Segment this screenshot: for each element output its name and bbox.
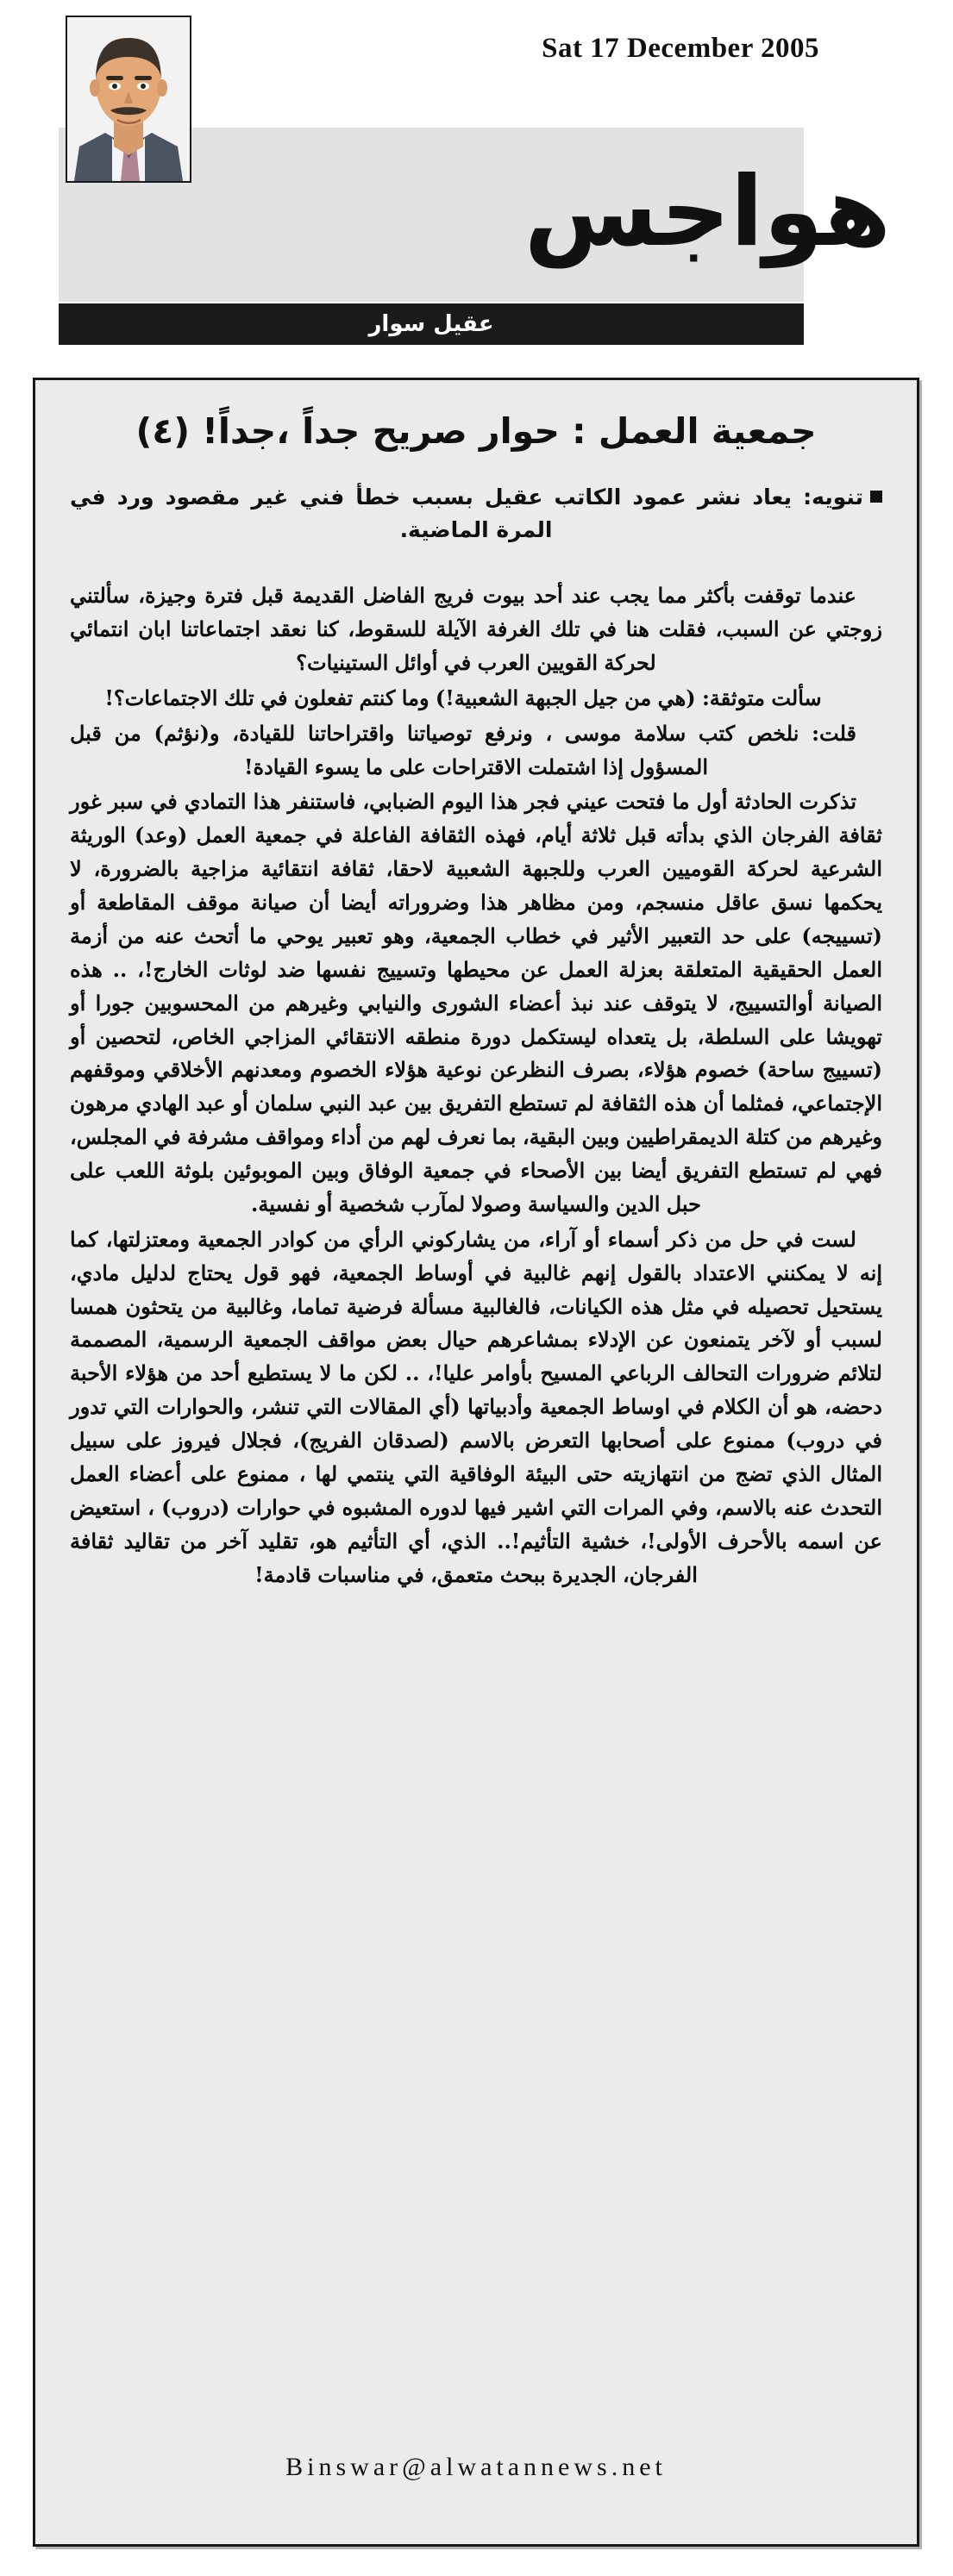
editorial-notice-text: تنويه: يعاد نشر عمود الكاتب عقيل بسبب خطأ فني غير مقصود ورد في المرة الماضية. <box>70 485 863 543</box>
article-container <box>33 378 919 2547</box>
square-bullet-icon <box>870 491 882 503</box>
editorial-notice <box>70 481 882 547</box>
publication-date: Sat 17 December 2005 <box>542 33 819 64</box>
masthead <box>0 0 953 362</box>
article-headline: جمعية العمل : حوار صريح جداً ،جداً! (٤) <box>135 410 817 452</box>
author-byline-bar <box>59 303 804 345</box>
article-body <box>70 579 882 1591</box>
article-paragraph: قلت: نلخص كتب سلامة موسى ، ونرفع توصياتنا واقتراحاتنا للقيادة، و(نؤثم) من قبل المسؤول إذا اشتملت الاقتراحات على ما يسوء القيادة! <box>70 720 856 779</box>
article-paragraph: سألت متوثقة: (هي من جيل الجبهة الشعبية!) وما كنتم تفعلون في تلك الاجتماعات؟! <box>104 685 822 710</box>
article-paragraph: لست في حل من ذكر أسماء أو آراء، من يشاركوني الرأي من كوادر الجمعية ومعتزلتها، كما إنه لا يمكنني الاعتداد بالقول إنهم غالبية في أوساط الجمعية، فهو قول يحتاج لدليل مادي، يستحيل تحصيله في مثل هذه الكيانات، فالغالبية مسألة فرضية تماما، وغالبية من يتحثون همسا لسبب أو لآخر يتمنعون عن الإدلاء بمشاعرهم حيال بعض مواقف الجمعية الرسمية، المصممة لتلائم ضرورات التحالف الرباعي المسيح بأوامر عليا!، .. لكن ما لا يستطيع أحد من هؤلاء الأحبة دحضه، هو أن الكلام في اوساط الجمعية وأدبياتها (أي المقالات التي تنشر، والحوارات التي تدور في دروب) ممنوع على أصحابها التعرض بالاسم (لصدقان الفريج)، فجلال فيروز على سبيل المثال الذي تضج من انتهازيته حتى البيئة الوفاقية التي ينتمي لها ، ممنوع على أعضاء العمل التحدث عنه بالاسم، وفي المرات التي اشير فيها لدوره المشبوه في حوارات (دروب) ، استعيض عن اسمه بالأحرف الأولى!، خشية التأثيم!.. الذي، أي التأثيم هو، تقليد آخر من تقاليد ثقافة الفرجان، الجديرة ببحث متعمق، في مناسبات قادمة! <box>70 1226 883 1587</box>
author-portrait <box>66 16 191 183</box>
author-name: عقيل سوار <box>368 311 494 337</box>
author-portrait-image <box>67 17 190 181</box>
section-title: هواجس <box>524 156 891 268</box>
article-paragraph: تذكرت الحادثة أول ما فتحت عيني فجر هذا اليوم الضبابي، فاستنفر هذا التمادي في سبر غور ثقافة الفرجان الذي بدأته قبل ثلاثة أيام، فهذه الثقافة الفاعلة في جمعية العمل (وعد) الوريثة الشرعية لحركة القوميين العرب وللجبهة الشعبية لاحقا، ثقافة انتقائية مزاجية بالضرورة، لا يحكمها نسق عاقل منسجم، ومن مظاهر هذا وضروراته أيضا أن صيانة موقف المقاطعة أو (تسييجه) على حد التعبير الأثير في خطاب الجمعية، وهو تعبير يوحي ما أتحث عنه من أزمة العمل الحقيقية المتعلقة بعزلة العمل عن محيطها وتسييج نفسها ضد لوثات الخارج!، .. هذه الصيانة أوالتسييج، لا يتوقف عند نبذ أعضاء الشورى والنيابي وغيرهم من المحسوبين جورا أو تهويشا على السلطة، بل يتعداه ليستكمل دورة منطقه الانتقائي المزاجي الخاص، لتحصين أو (تسييج ساحة) خصوم هؤلاء، بصرف النظرعن نوعية هؤلاء الخصوم ومعدنهم الأخلاقي وموقفهم الإجتماعي، فمثلما أن هذه الثقافة لم تستطع التفريق بين عبد النبي سلمان أو عبد الهادي مرهون وغيرهم من كتلة الديمقراطيين وبين البقية، بما نعرف لهم من أداء ومواقف مشرفة في المجلس، فهي لم تستطع التفريق أيضا بين الأصحاء في جمعية الوفاق وبين الموبوئين بلوثة اللعب على حبل الدين والسياسة وصولا لمآرب شخصية أو نفسية. <box>70 789 883 1216</box>
article-paragraph: عندما توقفت بأكثر مما يجب عند أحد بيوت فريج الفاضل القديمة قبل فترة وجيزة، سألتني زوجتي عن السبب، فقلت هنا في تلك الغرفة الآيلة للسقوط، كنا نعقد اجتماعاتنا ابان انتمائي لحركة القويين العرب في أوائل الستينيات؟ <box>70 583 882 675</box>
author-email[interactable]: Binswar@alwatannews.net <box>285 2453 667 2481</box>
